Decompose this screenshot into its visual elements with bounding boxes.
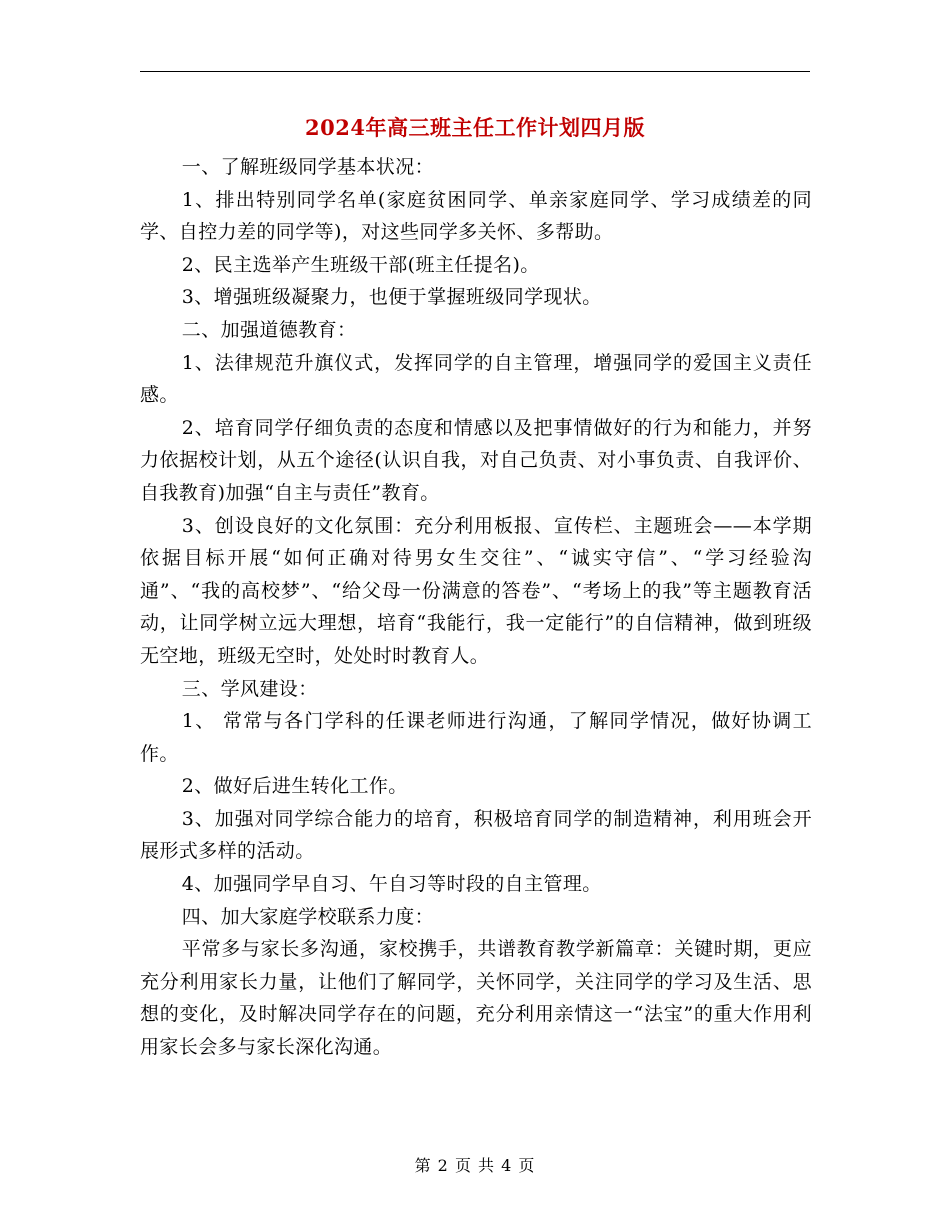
body-paragraph: 1、排出特别同学名单(家庭贫困同学、单亲家庭同学、学习成绩差的同学、自控力差的同学等)，对这些同学多关怀、多帮助。 (140, 188, 812, 244)
section-heading-4: 四、加大家庭学校联系力度： (181, 905, 434, 928)
section-heading-2: 二、加强道德教育： (181, 318, 357, 341)
body-paragraph: 2、民主选举产生班级干部(班主任提名)。 (181, 253, 540, 276)
section-heading-1: 一、了解班级同学基本状况： (181, 156, 434, 178)
document-title: 2024年高三班主任工作计划四月版 (305, 115, 645, 140)
body-paragraph: 3、加强对同学综合能力的培育，积极培育同学的制造精神，利用班会开展形式多样的活动。 (140, 807, 812, 863)
section-heading-3: 三、学风建设： (181, 677, 318, 700)
body-paragraph: 1、法律规范升旗仪式，发挥同学的自主管理，增强同学的爱国主义责任感。 (140, 351, 812, 407)
page-number-footer: 第 2 页 共 4 页 (414, 1156, 536, 1175)
body-paragraph: 2、培育同学仔细负责的态度和情感以及把事情做好的行为和能力，并努力依据校计划，从五个途径(认识自我，对自己负责、对小事负责、自我评价、自我教育)加强“自主与责任”教育。 (140, 416, 812, 504)
body-paragraph: 2、做好后进生转化工作。 (181, 775, 408, 798)
header-rule (140, 71, 810, 72)
body-paragraph: 1、 常常与各门学科的任课老师进行沟通，了解同学情况，做好协调工作。 (140, 710, 812, 765)
body-paragraph: 3、增强班级凝聚力，也便于掌握班级同学现状。 (181, 286, 602, 309)
body-paragraph: 平常多与家长多沟通，家校携手，共谱教育教学新篇章：关键时期，更应充分利用家长力量，让他们了解同学，关怀同学，关注同学的学习及生活、思想的变化，及时解决同学存在的问题，充分利用亲情这一“法宝”的重大作用利用家长会多与家长深化沟通。 (140, 938, 812, 1059)
body-paragraph: 3、创设良好的文化氛围：充分利用板报、宣传栏、主题班会——本学期依据目标开展“如何正确对待男女生交往”、“诚实守信”、“学习经验沟通”、“我的高校梦”、“给父母一份满意的答卷”、“考场上的我”等主题教育活动，让同学树立远大理想，培育“我能行，我一定能行”的自信精神，做到班级无空地，班级无空时，处处时时教育人。 (140, 514, 812, 667)
body-paragraph: 4、加强同学早自习、午自习等时段的自主管理。 (181, 873, 602, 896)
document-body (140, 151, 812, 1064)
